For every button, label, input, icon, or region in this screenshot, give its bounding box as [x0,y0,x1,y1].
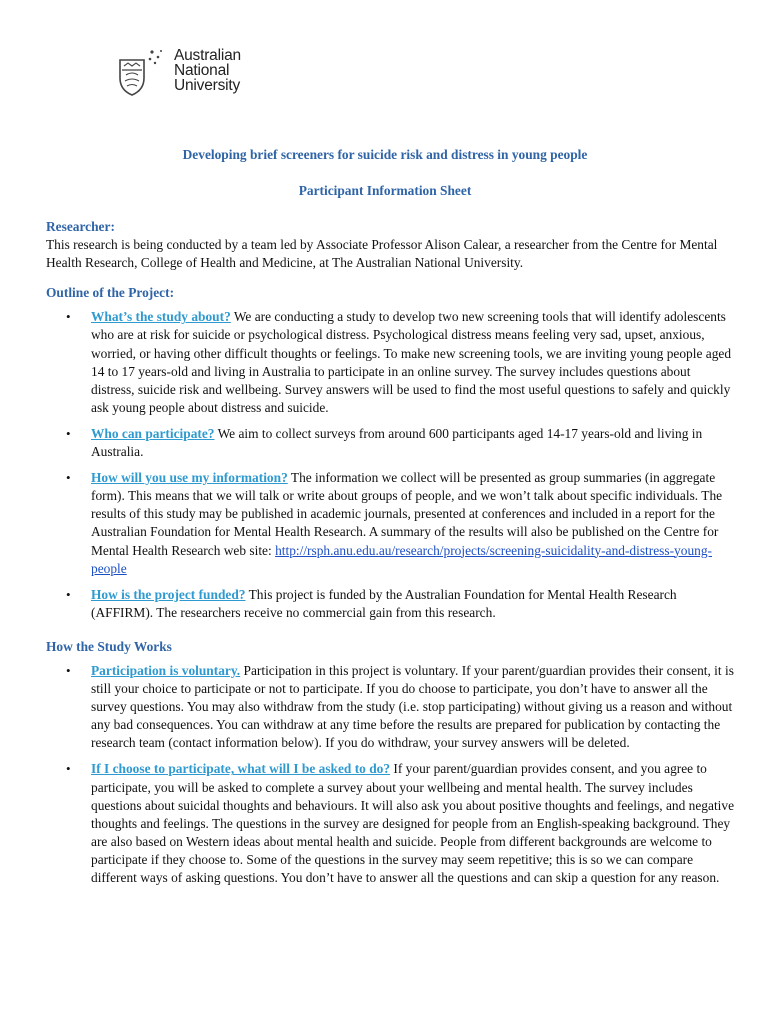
item-text: The information we collect will be presented as group summaries (in aggregate form). This means that we will talk or write about groups of people, and we won’t talk about specific individuals. The results of this study may be published in academic journals, presented at conferences and included in a report for the Australian Foundation for Mental Health Research. A summary of the results will also be published on the Centre for Mental Health Research web site: [91,470,723,558]
question-label: Participation is voluntary. [91,662,241,678]
logo-line-3: University [174,77,241,94]
bullet-icon: • [66,662,71,678]
list-item [46,469,736,578]
anu-crest-icon [108,46,170,98]
item-text: If your parent/guardian provides consent, and you agree to participate, you will be asked to complete a survey about your wellbeing and mental health. The survey includes questions about suicidal thoughts and behaviours. It will also ask you about positive thoughts and feelings, and negative thoughts and feelings. The questions in the survey are designed for people from an English-speaking background. They are also based on Western ideas about mental health and suicide. People from different backgrounds are welcome to participate if they choose to. Some of the questions in the survey may seem repetitive; this is so we can compare different ways of asking questions. You don’t have to answer all the questions and can skip a question for any reason. [91,761,735,885]
list-item [46,760,736,887]
item-text: We are conducting a study to develop two new screening tools that will identify adolescents who are at risk for suicide or psychological distress. Psychological distress means feeling very sad, upset, anxious, worried, or having other difficult thoughts or feelings. To make new screening tools, we are inviting young people aged 14 to 17 years-old and living in Australia to participate in an online survey. The survey includes questions about distress, suicide risk and wellbeing. Survey answers will be used to find the most useful questions to safely and quickly ask young people about distress and suicide. [91,309,732,415]
list-item [46,308,736,417]
question-label: What’s the study about? [91,309,231,325]
item-text: Participation in this project is voluntary. If your parent/guardian provides their consent, it is still your choice to participate or not to participate. If you do choose to participate, you don’t have to answer all the survey questions. You may also withdraw from the study (i.e. stop participating) without giving us a reason and without any bad consequences. You can withdraw at any time before the results are prepared for publication by contacting the research team (contact information below). If you do withdraw, your survey answers will be deleted. [91,662,734,751]
bullet-icon: • [66,309,71,325]
document-title: Developing brief screeners for suicide risk and distress in young people [182,147,588,162]
bullet-icon: • [66,425,71,441]
researcher-heading: Researcher: [46,219,115,234]
list-item [46,425,736,461]
logo-line-1: Australian [174,47,241,64]
question-label: How will you use my information? [91,470,288,486]
anu-logo [108,46,241,98]
item-text: This project is funded by the Australian Foundation for Mental Health Research (AFFIRM). The researchers receive no commercial gain from this research. [91,586,677,620]
researcher-text: This research is being conducted by a team led by Associate Professor Alison Calear, a researcher from the Centre for Mental Health Research, College of Health and Medicine, at The Australian National University. [46,237,718,271]
question-label: Who can participate? [91,425,215,441]
logo-line-2: National [174,62,230,79]
document-body [46,218,736,887]
outline-heading: Outline of the Project: [46,285,175,301]
cmhr-website-link[interactable]: http://rsph.anu.edu.au/research/projects/screening-suicidality-and-distress-young-people [91,542,712,576]
document-subtitle: Participant Information Sheet [298,183,472,198]
bullet-icon: • [66,586,71,602]
question-label: How is the project funded? [91,586,246,602]
list-item [46,586,736,622]
question-label: If I choose to participate, what will I be asked to do? [91,761,391,777]
bullet-icon: • [66,761,71,777]
logo-wordmark [174,48,241,93]
item-text: We aim to collect surveys from around 600 participants aged 14-17 years-old and living in Australia. [91,425,703,460]
study-heading: How the Study Works [46,638,172,654]
study-list [46,662,736,887]
outline-list [46,308,736,622]
bullet-icon: • [66,470,71,486]
list-item [46,662,736,752]
